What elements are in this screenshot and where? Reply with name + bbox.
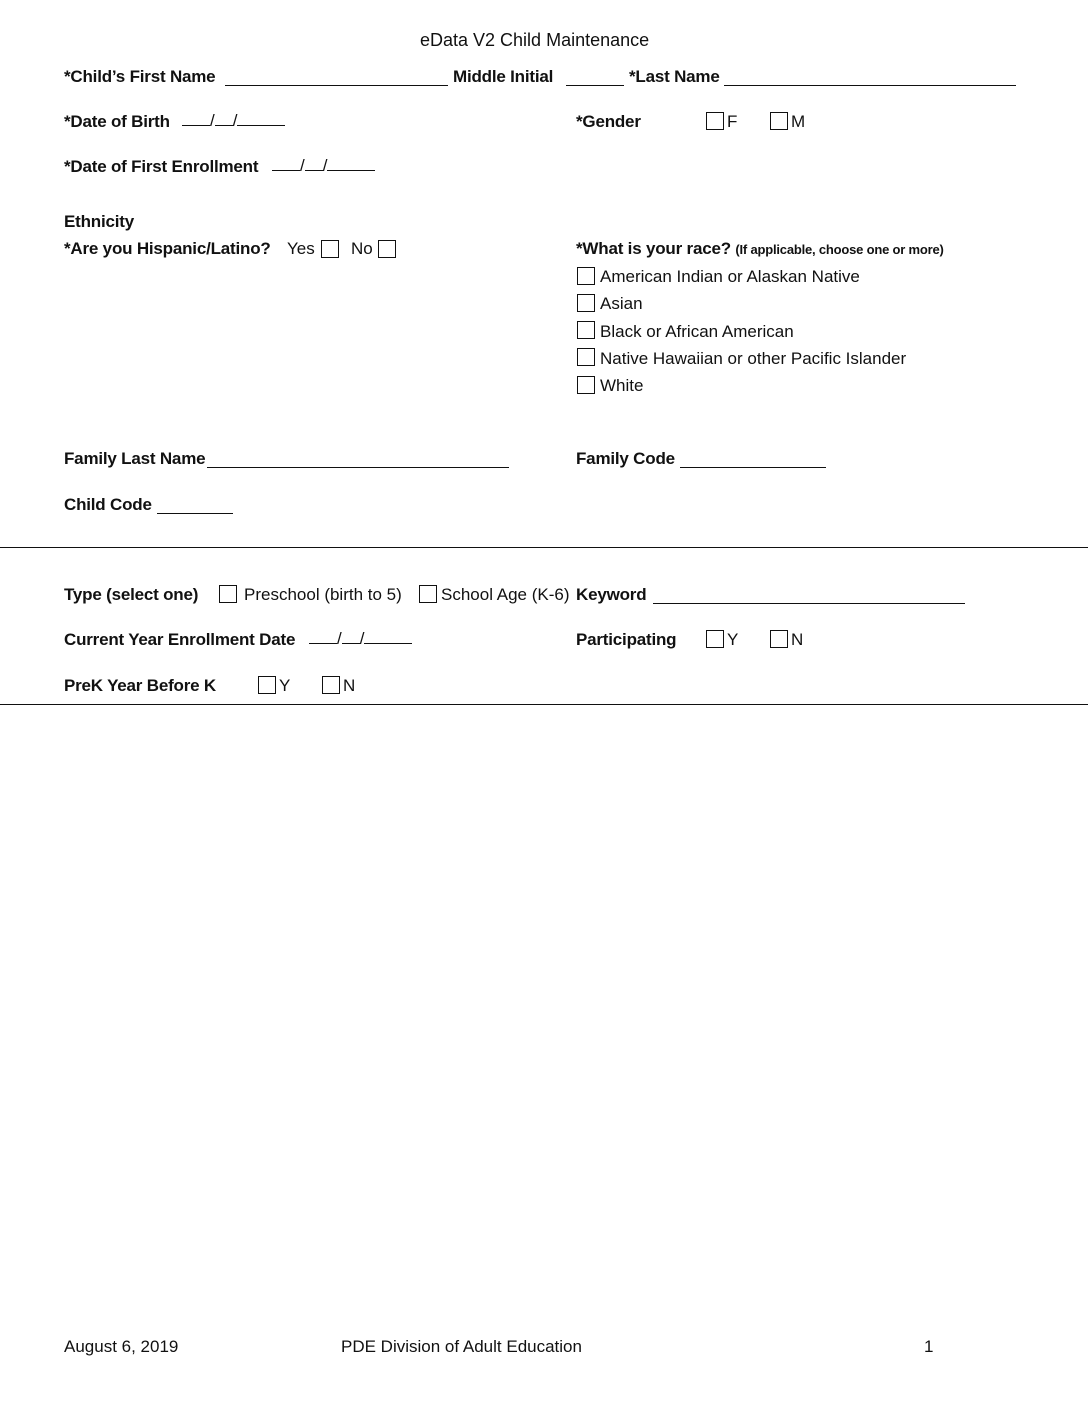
race-note: (If applicable, choose one or more) xyxy=(735,242,944,257)
section-divider-top xyxy=(0,547,1088,548)
ethnicity-heading: Ethnicity xyxy=(64,212,134,231)
form-title: eData V2 Child Maintenance xyxy=(420,30,650,50)
hispanic-no-checkbox[interactable] xyxy=(378,240,396,258)
child-code-field[interactable] xyxy=(157,513,233,514)
gender-m-label: M xyxy=(791,112,805,131)
family-code-field[interactable] xyxy=(680,467,826,468)
first-name-label: *Child’s First Name xyxy=(64,67,216,86)
race-option-label: White xyxy=(600,376,644,395)
middle-initial-label: Middle Initial xyxy=(453,67,554,86)
race-option-label: Native Hawaiian or other Pacific Islander xyxy=(600,349,907,368)
race-heading xyxy=(576,240,944,258)
type-label: Type (select one) xyxy=(64,585,199,604)
family-last-name-field[interactable] xyxy=(207,467,509,468)
race-option-checkbox[interactable] xyxy=(577,267,595,285)
type-preschool-label: Preschool (birth to 5) xyxy=(244,585,402,604)
family-code-label: Family Code xyxy=(576,449,675,468)
middle-initial-field[interactable] xyxy=(566,85,624,86)
participating-n-checkbox[interactable] xyxy=(770,630,788,648)
gender-f-checkbox[interactable] xyxy=(706,112,724,130)
participating-y-checkbox[interactable] xyxy=(706,630,724,648)
first-enrollment-field[interactable]: / / xyxy=(272,157,375,174)
hispanic-yes-label: Yes xyxy=(287,239,315,258)
prek-n-label: N xyxy=(343,676,356,695)
child-code-label: Child Code xyxy=(64,495,152,514)
participating-n-label: N xyxy=(791,630,804,649)
type-school-age-checkbox[interactable] xyxy=(419,585,437,603)
gender-label: *Gender xyxy=(576,112,641,131)
current-enrollment-field[interactable]: / / xyxy=(309,630,412,647)
dob-label: *Date of Birth xyxy=(64,112,170,131)
gender-f-label: F xyxy=(727,112,738,131)
section-divider-bottom xyxy=(0,704,1088,705)
participating-y-label: Y xyxy=(727,630,739,649)
hispanic-no-label: No xyxy=(351,239,373,258)
race-option-checkbox[interactable] xyxy=(577,294,595,312)
first-enrollment-label: *Date of First Enrollment xyxy=(64,157,259,176)
race-option-checkbox[interactable] xyxy=(577,376,595,394)
race-option-label: Asian xyxy=(600,294,643,313)
last-name-label: *Last Name xyxy=(629,67,720,86)
race-option-label: Black or African American xyxy=(600,322,794,341)
keyword-field[interactable] xyxy=(653,603,965,604)
current-enrollment-label: Current Year Enrollment Date xyxy=(64,630,296,649)
footer-organization: PDE Division of Adult Education xyxy=(341,1337,582,1356)
race-option-checkbox[interactable] xyxy=(577,348,595,366)
prek-y-checkbox[interactable] xyxy=(258,676,276,694)
prek-y-label: Y xyxy=(279,676,291,695)
prek-n-checkbox[interactable] xyxy=(322,676,340,694)
participating-label: Participating xyxy=(576,630,677,649)
type-school-age-label: School Age (K-6) xyxy=(441,585,570,604)
hispanic-yes-checkbox[interactable] xyxy=(321,240,339,258)
hispanic-label: *Are you Hispanic/Latino? xyxy=(64,239,271,258)
family-last-name-label: Family Last Name xyxy=(64,449,206,468)
footer-page-number: 1 xyxy=(924,1337,934,1356)
first-name-field[interactable] xyxy=(225,85,448,86)
race-option-label: American Indian or Alaskan Native xyxy=(600,267,860,286)
keyword-label: Keyword xyxy=(576,585,647,604)
gender-m-checkbox[interactable] xyxy=(770,112,788,130)
type-preschool-checkbox[interactable] xyxy=(219,585,237,603)
prek-label: PreK Year Before K xyxy=(64,676,216,695)
footer-date: August 6, 2019 xyxy=(64,1337,179,1356)
dob-field[interactable]: / / xyxy=(182,112,285,129)
race-option-checkbox[interactable] xyxy=(577,321,595,339)
race-label: *What is your race? xyxy=(576,239,731,258)
last-name-field[interactable] xyxy=(724,85,1016,86)
